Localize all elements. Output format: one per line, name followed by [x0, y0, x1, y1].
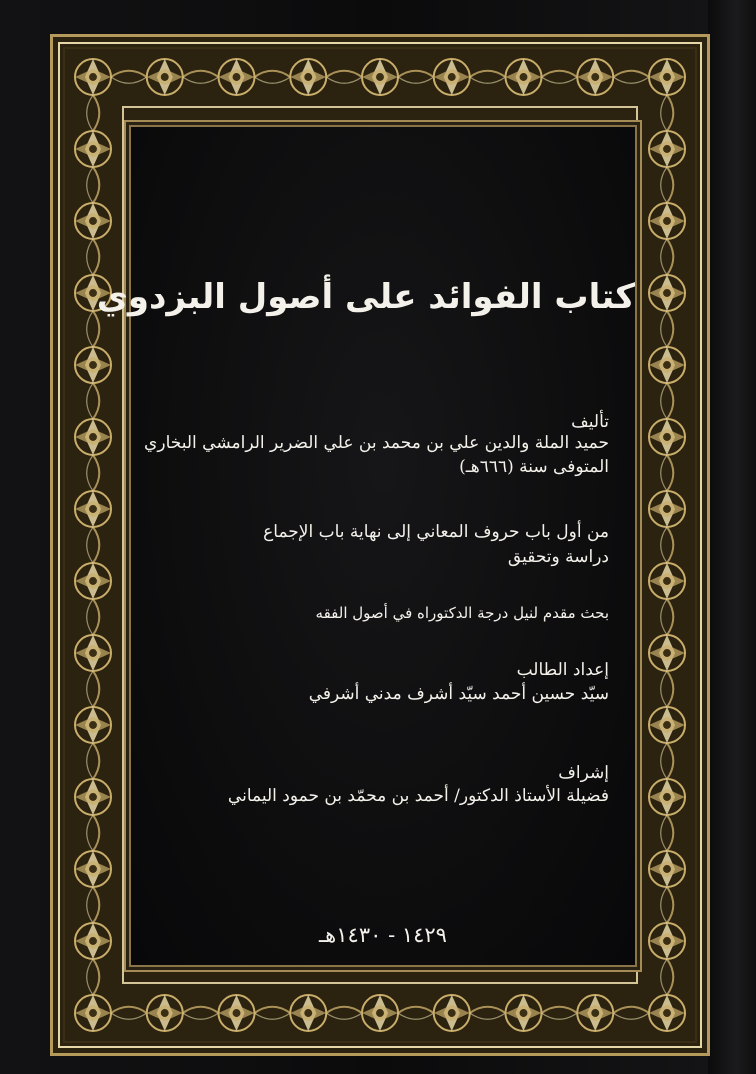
- supervision-label: إشراف: [558, 763, 609, 783]
- study-line: دراسة وتحقيق: [507, 547, 609, 567]
- ornamental-border: [50, 34, 710, 1056]
- author-name: حميد الملة والدين علي بن محمد بن علي الضرير الرامشي البخاري: [144, 433, 609, 453]
- cover-edge: [708, 0, 756, 1074]
- death-note: المتوفى سنة (٦٦٦هـ): [459, 457, 609, 477]
- title-panel: [96, 125, 637, 967]
- thesis-line: بحث مقدم لنيل درجة الدكتوراه في أصول الفقه: [315, 604, 609, 622]
- student-name: سيّد حسين أحمد سيّد أشرف مدني أشرفي: [308, 684, 609, 704]
- prepared-by-label: إعداد الطالب: [516, 660, 609, 680]
- author-label: تأليف: [571, 412, 609, 432]
- book-title: كتاب الفوائد على أصول البزدوي: [96, 277, 635, 317]
- scope-line: من أول باب حروف المعاني إلى نهاية باب الإجماع: [263, 522, 609, 542]
- supervisor-name: فضيلة الأستاذ الدكتور/ أحمد بن محمّد بن حمود اليماني: [227, 786, 609, 806]
- hijri-years: ١٤٢٩ - ١٤٣٠هـ: [319, 923, 447, 947]
